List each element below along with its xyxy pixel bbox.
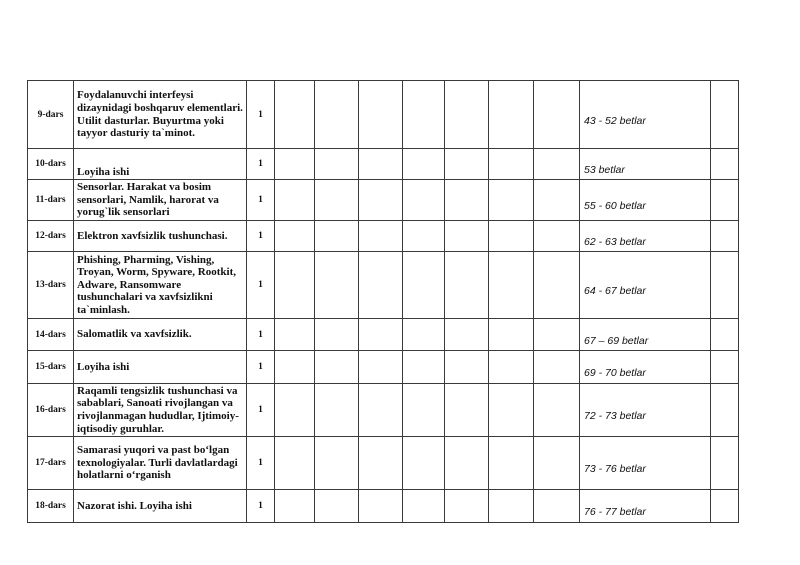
empty-cell	[359, 81, 403, 149]
empty-cell	[534, 319, 580, 351]
textbook-pages	[580, 221, 711, 252]
lesson-hours: 1	[247, 437, 275, 490]
lesson-number: 14-dars	[28, 319, 74, 351]
empty-cell	[534, 252, 580, 319]
empty-cell	[489, 319, 534, 351]
empty-cell	[534, 81, 580, 149]
textbook-pages-text: 72 - 73 betlar	[584, 410, 646, 422]
lesson-hours: 1	[247, 351, 275, 384]
empty-cell	[711, 81, 739, 149]
textbook-pages-text: 69 - 70 betlar	[584, 367, 646, 379]
empty-cell	[489, 351, 534, 384]
empty-cell	[275, 252, 315, 319]
empty-cell	[489, 221, 534, 252]
empty-cell	[315, 437, 359, 490]
lesson-topic: Sensorlar. Harakat va bosim sensorlari, Namlik, harorat va yorug`lik sensorlari	[74, 180, 247, 221]
empty-cell	[489, 384, 534, 437]
textbook-pages-text: 53 betlar	[584, 164, 625, 176]
empty-cell	[489, 149, 534, 180]
empty-cell	[403, 490, 445, 523]
empty-cell	[445, 180, 489, 221]
lesson-topic: Loyiha ishi	[74, 149, 247, 180]
empty-cell	[315, 490, 359, 523]
empty-cell	[711, 319, 739, 351]
empty-cell	[445, 437, 489, 490]
empty-cell	[403, 351, 445, 384]
empty-cell	[275, 81, 315, 149]
empty-cell	[534, 221, 580, 252]
empty-cell	[403, 180, 445, 221]
empty-cell	[445, 319, 489, 351]
textbook-pages-text: 55 - 60 betlar	[584, 200, 646, 212]
empty-cell	[315, 252, 359, 319]
empty-cell	[359, 319, 403, 351]
textbook-pages	[580, 252, 711, 319]
empty-cell	[534, 351, 580, 384]
empty-cell	[711, 180, 739, 221]
empty-cell	[445, 490, 489, 523]
lesson-hours: 1	[247, 81, 275, 149]
empty-cell	[275, 149, 315, 180]
empty-cell	[445, 81, 489, 149]
empty-cell	[403, 81, 445, 149]
empty-cell	[359, 252, 403, 319]
lesson-hours: 1	[247, 180, 275, 221]
lesson-topic: Samarasi yuqori va past bo‘lgan texnologiyalar. Turli davlatlardagi holatlarni o‘rganish	[74, 437, 247, 490]
empty-cell	[489, 437, 534, 490]
table-row	[28, 437, 739, 490]
empty-cell	[359, 490, 403, 523]
table-row	[28, 149, 739, 180]
empty-cell	[711, 437, 739, 490]
empty-cell	[534, 149, 580, 180]
lesson-topic: Salomatlik va xavfsizlik.	[74, 319, 247, 351]
lesson-hours: 1	[247, 221, 275, 252]
lesson-plan-table	[27, 80, 739, 523]
empty-cell	[403, 384, 445, 437]
empty-cell	[359, 180, 403, 221]
empty-cell	[359, 351, 403, 384]
lesson-number: 17-dars	[28, 437, 74, 490]
empty-cell	[275, 221, 315, 252]
table-row	[28, 81, 739, 149]
lesson-topic: Elektron xavfsizlik tushunchasi.	[74, 221, 247, 252]
lesson-number: 9-dars	[28, 81, 74, 149]
table-row	[28, 490, 739, 523]
lesson-number: 15-dars	[28, 351, 74, 384]
table-row	[28, 221, 739, 252]
textbook-pages	[580, 81, 711, 149]
empty-cell	[275, 180, 315, 221]
lesson-number: 13-dars	[28, 252, 74, 319]
empty-cell	[445, 252, 489, 319]
empty-cell	[359, 221, 403, 252]
empty-cell	[403, 149, 445, 180]
lesson-topic: Foydalanuvchi interfeysi dizaynidagi boshqaruv elementlari. Utilit dasturlar. Buyurtma yoki tayyor dasturiy ta`minot.	[74, 81, 247, 149]
empty-cell	[489, 81, 534, 149]
lesson-topic: Loyiha ishi	[74, 351, 247, 384]
empty-cell	[534, 384, 580, 437]
textbook-pages-text: 67 – 69 betlar	[584, 334, 649, 347]
lesson-hours: 1	[247, 149, 275, 180]
textbook-pages	[580, 180, 711, 221]
lesson-topic: Phishing, Pharming, Vishing, Troyan, Worm, Spyware, Rootkit, Adware, Ransomware tushunchalari va xavfsizlikni ta`minlash.	[74, 252, 247, 319]
lesson-hours: 1	[247, 490, 275, 523]
lesson-number: 18-dars	[28, 490, 74, 523]
empty-cell	[403, 437, 445, 490]
empty-cell	[359, 437, 403, 490]
empty-cell	[534, 437, 580, 490]
empty-cell	[315, 149, 359, 180]
empty-cell	[445, 149, 489, 180]
empty-cell	[534, 490, 580, 523]
lesson-hours: 1	[247, 252, 275, 319]
textbook-pages	[580, 490, 711, 523]
empty-cell	[275, 384, 315, 437]
empty-cell	[315, 180, 359, 221]
empty-cell	[403, 221, 445, 252]
textbook-pages	[580, 351, 711, 384]
empty-cell	[711, 221, 739, 252]
empty-cell	[275, 319, 315, 351]
textbook-pages-text: 64 - 67 betlar	[584, 285, 646, 297]
lesson-number: 12-dars	[28, 221, 74, 252]
empty-cell	[445, 351, 489, 384]
textbook-pages-text: 62 - 63 betlar	[584, 236, 646, 248]
empty-cell	[315, 319, 359, 351]
lesson-topic: Raqamli tengsizlik tushunchasi va sabablari, Sanoati rivojlangan va rivojlanmagan hududlar, Ijtimoiy-iqtisodiy guruhlar.	[74, 384, 247, 437]
empty-cell	[711, 490, 739, 523]
lesson-hours: 1	[247, 384, 275, 437]
empty-cell	[445, 221, 489, 252]
textbook-pages	[580, 384, 711, 437]
empty-cell	[359, 149, 403, 180]
empty-cell	[315, 81, 359, 149]
empty-cell	[275, 437, 315, 490]
table-row	[28, 384, 739, 437]
empty-cell	[711, 149, 739, 180]
empty-cell	[275, 351, 315, 384]
empty-cell	[315, 221, 359, 252]
empty-cell	[489, 180, 534, 221]
lesson-hours: 1	[247, 319, 275, 351]
textbook-pages	[580, 437, 711, 490]
lesson-topic: Nazorat ishi. Loyiha ishi	[74, 490, 247, 523]
textbook-pages-text: 76 - 77 betlar	[584, 506, 646, 518]
empty-cell	[711, 351, 739, 384]
empty-cell	[445, 384, 489, 437]
lesson-number: 11-dars	[28, 180, 74, 221]
textbook-pages-text: 73 - 76 betlar	[584, 463, 646, 475]
empty-cell	[359, 384, 403, 437]
textbook-pages	[580, 149, 711, 180]
table-row	[28, 180, 739, 221]
table-row	[28, 252, 739, 319]
empty-cell	[315, 351, 359, 384]
textbook-pages-text: 43 - 52 betlar	[584, 114, 646, 127]
empty-cell	[403, 319, 445, 351]
lesson-number: 16-dars	[28, 384, 74, 437]
empty-cell	[489, 490, 534, 523]
empty-cell	[489, 252, 534, 319]
empty-cell	[403, 252, 445, 319]
table-row	[28, 351, 739, 384]
empty-cell	[315, 384, 359, 437]
table-row	[28, 319, 739, 351]
empty-cell	[711, 252, 739, 319]
empty-cell	[275, 490, 315, 523]
textbook-pages	[580, 319, 711, 351]
empty-cell	[534, 180, 580, 221]
lesson-number: 10-dars	[28, 149, 74, 180]
empty-cell	[711, 384, 739, 437]
